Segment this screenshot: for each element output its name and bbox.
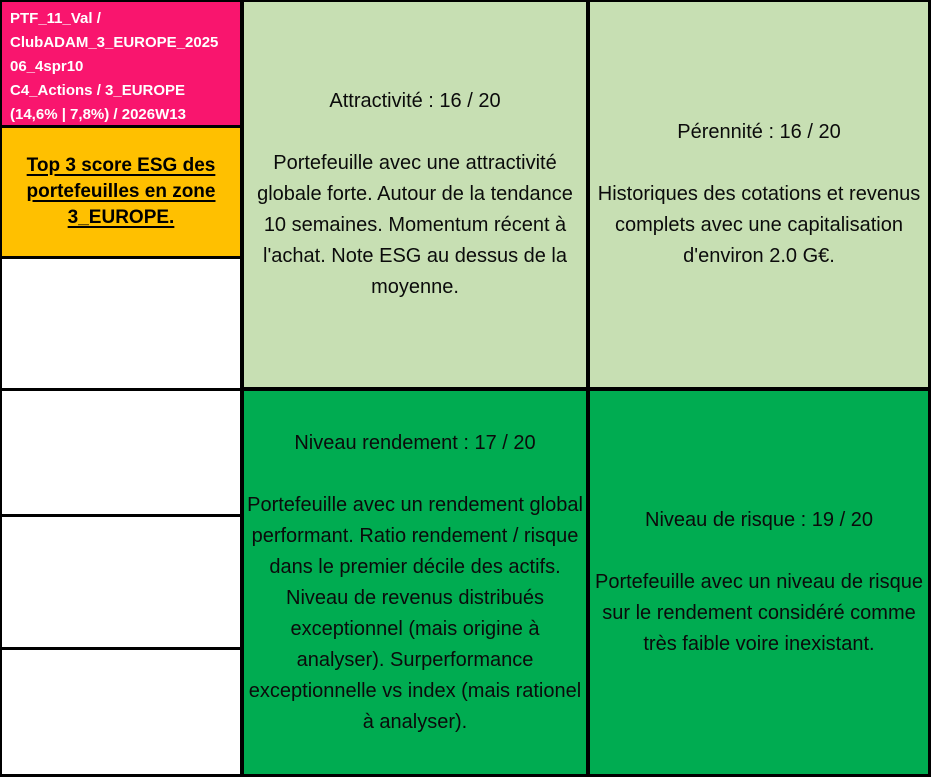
- rendement-score-body: Portefeuille avec un rendement global performant. Ratio rendement / risque dans le premier décile des actifs. Niveau de revenus distribués exceptionnel (mais origine à analyser). Surperformance exceptionnelle vs index (mais rationel à analyser).: [247, 493, 583, 733]
- rendement-score-cell: [244, 391, 586, 774]
- empty-cell-3: [2, 517, 240, 647]
- report-title-cell: [2, 128, 240, 256]
- perennite-score-body: Historiques des cotations et revenus complets avec une capitalisation d'environ 2.0 G€.: [597, 183, 921, 267]
- risque-score-body: Portefeuille avec un niveau de risque sur le rendement considéré comme très faible voire inexistant.: [595, 571, 923, 655]
- rendement-score-title: Niveau rendement : 17 / 20: [294, 431, 536, 454]
- portfolio-header-line-4: C4_Actions / 3_EUROPE: [10, 82, 186, 99]
- portfolio-header-line-3: 06_4spr10: [10, 58, 84, 75]
- attractivite-score-cell: [244, 2, 586, 387]
- report-title: Top 3 score ESG des portefeuilles en zone 3_EUROPE.: [26, 155, 216, 228]
- empty-cell-1: [2, 259, 240, 388]
- portfolio-header-line-5: (14,6% | 7,8%) / 2026W13: [10, 106, 186, 123]
- portfolio-header-cell: [2, 2, 240, 125]
- attractivite-score-title: Attractivité : 16 / 20: [329, 90, 501, 112]
- empty-cell-2: [2, 391, 240, 514]
- perennite-score-title: Pérennité : 16 / 20: [677, 121, 841, 143]
- empty-cell-4: [2, 650, 240, 774]
- risque-score-title: Niveau de risque : 19 / 20: [645, 509, 873, 531]
- attractivite-score-body: Portefeuille avec une attractivité globale forte. Autour de la tendance 10 semaines. Momentum récent à l'achat. Note ESG au dessus de la moyenne.: [257, 152, 573, 298]
- risque-score-cell: [590, 391, 928, 774]
- portfolio-header-line-1: PTF_11_Val /: [10, 10, 101, 27]
- perennite-score-cell: [590, 2, 928, 387]
- portfolio-header-line-2: ClubADAM_3_EUROPE_2025: [10, 34, 219, 51]
